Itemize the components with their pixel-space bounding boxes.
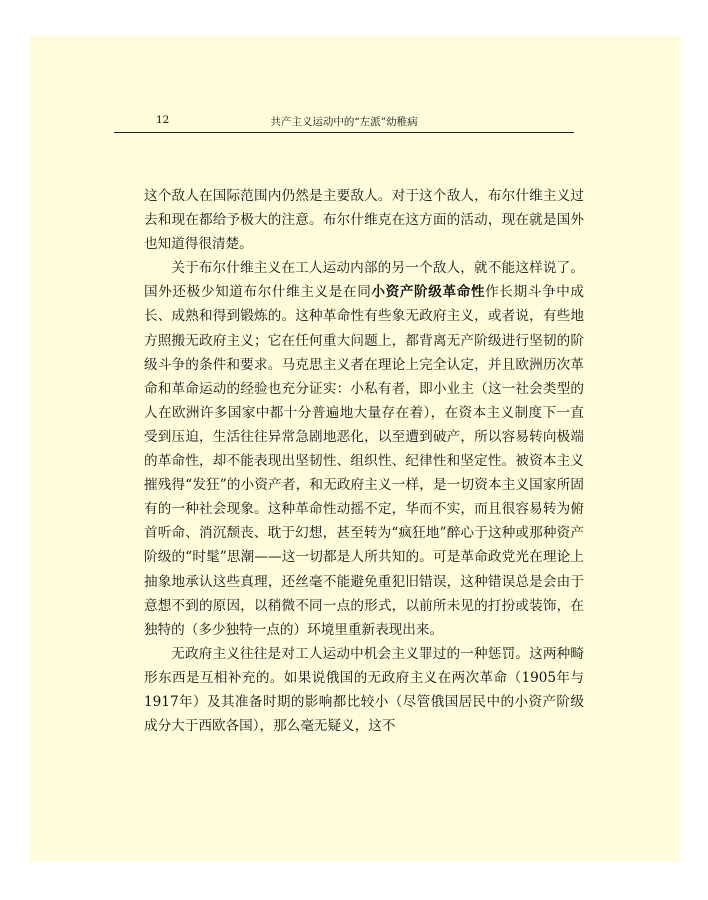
- paragraph-text: 关于布尔什维主义在工人运动内部的另一个敌人，就不能这样说了。国外还极少知道布尔什维主义是在同: [144, 260, 584, 301]
- page-number: 12: [156, 114, 170, 126]
- paragraph-text: 作长期斗争中成长、成熟和得到锻炼的。这种革命性有些象无政府主义，或者说，有些地方照搬无政府主义；它在任何重大问题上，都背离无产阶级进行坚韧的阶级斗争的条件和要求。马克思主义者在理论上完全认定，并且欧洲历次革命和革命运动的经验也充分证实：小私有者，即小业主（这一社会类型的人在欧洲许多国家中都十分普遍地大量存在着），在资本主义制度下一直受到压迫，生活往往异常急剧地恶化，以至遭到破产，所以容易转向极端的革命性，却不能表现出坚韧性、组织性、纪律性和坚定性。被资本主义摧残得“发狂”的小资产者，和无政府主义一样，是一切资本主义国家所固有的一种社会现象。这种革命性动摇不定，华而不实，而且很容易转为俯首听命、消沉颓丧、耽于幻想，甚至转为“疯狂地”醉心于这种或那种资产阶级的“时髦”思潮——这一切都是人所共知的。可是革命政党光在理论上抽象地承认这些真理，还丝毫不能避免重犯旧错误，这种错误总是会由于意想不到的原因，以稍微不同一点的形式，以前所未见的打扮或装饰，在独特的（多少独特一点的）环境里重新表现出来。: [144, 284, 585, 638]
- paragraph: 这个敌人在国际范围内仍然是主要敌人。对于这个敌人，布尔什维主义过去和现在都给予极大的注意。布尔什维克在这方面的活动，现在就是国外也知道得很清楚。: [144, 188, 584, 253]
- emphasized-term: 小资产阶级革命性: [371, 284, 486, 301]
- page-header: [114, 110, 574, 133]
- paragraph: 无政府主义往往是对工人运动中机会主义罪过的一种惩罚。这两种畸形东西是互相补充的。如果说俄国的无政府主义在两次革命（1905年与1917年）及其准备时期的影响都比较小（尽管俄国居民中的小资产阶级成分大于西欧各国），那么毫无疑义，这不: [144, 645, 584, 735]
- paragraph: [144, 256, 584, 642]
- body-text: [144, 184, 584, 738]
- running-title: 共产主义运动中的“左派”幼稚病: [270, 116, 418, 128]
